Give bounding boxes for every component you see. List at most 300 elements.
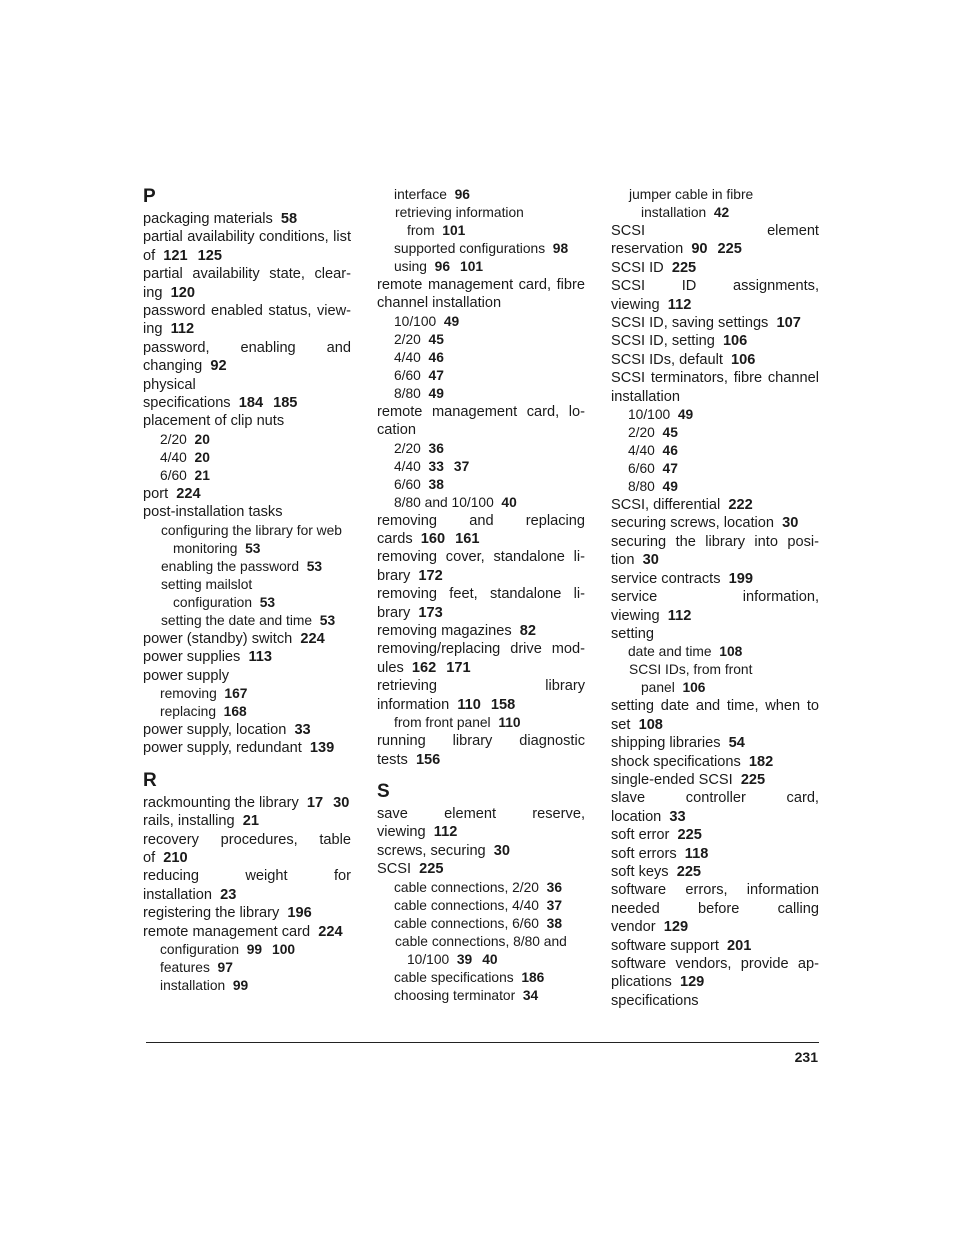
page-reference: 199 <box>728 570 753 587</box>
index-term: retrieving information from <box>395 205 524 238</box>
index-entry <box>377 732 585 769</box>
page-reference: 167 <box>224 685 248 701</box>
page-reference: 30 <box>333 794 350 811</box>
page-reference: 110 <box>457 696 481 713</box>
page-reference: 129 <box>663 919 689 936</box>
index-entry <box>143 485 351 503</box>
index-term: SCSI IDs, from front panel <box>629 662 753 696</box>
index-entry <box>611 789 819 826</box>
index-column-1 <box>143 186 351 995</box>
page-reference: 46 <box>662 443 678 459</box>
index-term: 6/60 <box>394 476 421 492</box>
index-entry <box>611 369 819 406</box>
index-subentry <box>377 987 585 1005</box>
page-reference: 106 <box>682 680 706 696</box>
index-term: retrieving library information <box>377 678 585 713</box>
index-section-heading: R <box>143 769 157 791</box>
index-subentry <box>377 458 585 476</box>
index-entry <box>143 228 351 265</box>
index-subentry <box>611 442 819 460</box>
page-reference: 108 <box>638 716 663 733</box>
index-term: power supplies <box>143 649 241 666</box>
page-reference: 161 <box>455 531 480 548</box>
index-term: partial availability state, clear-ing <box>143 266 351 301</box>
index-entry <box>611 570 819 588</box>
index-term: installation <box>160 977 226 993</box>
index-term: securing screws, location <box>611 515 775 532</box>
index-subentry <box>143 449 351 467</box>
index-term: SCSI <box>377 861 412 878</box>
index-entry <box>143 721 351 739</box>
index-entry <box>611 697 819 734</box>
page-reference: 224 <box>300 630 325 647</box>
index-term: cable specifications <box>394 969 514 985</box>
page-reference: 36 <box>428 440 444 456</box>
index-entry <box>143 265 351 302</box>
index-term: rails, installing <box>143 813 235 830</box>
page-reference: 82 <box>519 623 536 640</box>
index-term: SCSI ID assignments, viewing <box>611 278 819 313</box>
page-reference: 125 <box>197 247 222 264</box>
index-entry <box>377 548 585 585</box>
page-reference: 196 <box>287 905 312 922</box>
index-column-3 <box>611 186 819 1010</box>
index-entry <box>143 630 351 648</box>
page-reference: 225 <box>717 241 742 258</box>
page-reference: 40 <box>482 951 498 967</box>
page-reference: 225 <box>419 861 444 878</box>
index-subentry <box>377 969 585 987</box>
page-reference: 49 <box>677 407 694 423</box>
page-reference: 160 <box>420 531 446 548</box>
index-term: interface <box>394 187 447 202</box>
index-subentry <box>377 313 585 331</box>
index-term: 10/100 <box>628 407 671 423</box>
index-subentry <box>377 331 585 349</box>
index-term: 6/60 <box>628 461 655 477</box>
index-subentry <box>143 558 351 576</box>
index-term: setting date and time, when to set <box>611 698 819 733</box>
index-entry <box>143 376 351 413</box>
index-entry <box>143 412 351 430</box>
page-reference: 185 <box>273 395 298 412</box>
page-reference: 113 <box>248 649 273 666</box>
index-subentry <box>143 612 351 630</box>
page-reference: 162 <box>411 659 437 676</box>
index-term: using <box>394 259 427 274</box>
index-subentry <box>377 440 585 458</box>
page-reference: 53 <box>259 594 276 610</box>
page-reference: 30 <box>642 552 659 569</box>
page-reference: 118 <box>684 845 709 862</box>
index-entry <box>611 753 819 771</box>
index-entry <box>611 937 819 955</box>
page-reference: 224 <box>318 923 343 940</box>
page-reference: 107 <box>776 315 801 332</box>
index-entry <box>611 863 819 881</box>
index-term: service information, viewing <box>611 589 819 624</box>
index-subentry <box>377 240 585 258</box>
page-reference: 33 <box>294 721 311 738</box>
index-term: power supply, redundant <box>143 740 302 757</box>
page-reference: 112 <box>170 321 195 338</box>
index-term: soft keys <box>611 863 669 880</box>
page-reference: 21 <box>242 813 259 830</box>
index-term: 8/80 <box>394 385 421 401</box>
index-term: setting the date and time <box>161 612 313 628</box>
index-term: specifications <box>611 992 699 1009</box>
page-reference: 99 <box>232 977 249 993</box>
index-term: SCSI ID, saving settings <box>611 315 769 332</box>
index-term: soft errors <box>611 845 677 862</box>
index-term: securing the library into posi-tion <box>611 533 819 569</box>
index-entry <box>611 992 819 1010</box>
page-reference: 100 <box>272 941 296 957</box>
index-term: 4/40 <box>394 349 421 365</box>
index-term: reducing weight for installation <box>143 868 351 903</box>
index-term: removing cover, standalone li-brary <box>377 549 585 584</box>
index-term: post-installation tasks <box>143 504 283 521</box>
index-subentry <box>611 424 819 442</box>
page-reference: 33 <box>669 808 686 825</box>
index-term: packaging materials <box>143 211 273 227</box>
page-reference: 156 <box>415 751 441 768</box>
index-subentry <box>377 897 585 915</box>
page-reference: 225 <box>740 771 766 788</box>
index-term: cable connections, 8/80 and 10/100 <box>395 933 567 967</box>
index-entry <box>143 923 351 941</box>
index-term: save element reserve, viewing <box>377 805 585 841</box>
page-reference: 90 <box>691 241 708 258</box>
index-entry <box>611 625 819 643</box>
index-entry <box>611 533 819 570</box>
index-entry <box>377 805 585 842</box>
page-reference: 98 <box>552 241 569 256</box>
page-reference: 33 <box>428 458 444 474</box>
index-entry <box>611 881 819 936</box>
page-reference: 58 <box>280 211 298 227</box>
index-entry <box>611 955 819 992</box>
page-reference: 20 <box>194 449 210 465</box>
index-entry <box>143 339 351 376</box>
page-reference: 49 <box>428 385 444 401</box>
index-entry <box>377 677 585 714</box>
index-term: password, enabling and changing <box>143 339 351 375</box>
page-reference: 30 <box>782 515 799 532</box>
footer-rule <box>146 1042 819 1043</box>
page-reference: 101 <box>442 223 466 238</box>
page-reference: 172 <box>418 567 443 584</box>
index-subentry <box>611 643 819 661</box>
page-reference: 158 <box>490 696 516 713</box>
index-term: 4/40 <box>394 458 421 474</box>
page-reference: 53 <box>319 612 336 628</box>
index-term: remote management card, fibre channel installation <box>377 277 585 312</box>
index-term: software errors, information needed before calling vendor <box>611 882 819 936</box>
index-term: 2/20 <box>628 425 655 441</box>
index-entry <box>377 403 585 440</box>
page-reference: 112 <box>433 824 458 841</box>
page-number: 231 <box>794 1049 818 1065</box>
index-term: soft error <box>611 827 670 844</box>
index-subentry <box>377 714 585 732</box>
index-term: recovery procedures, table of <box>143 831 351 866</box>
index-term: SCSI ID <box>611 259 664 276</box>
page-reference: 53 <box>245 540 261 556</box>
index-entry <box>377 585 585 622</box>
index-entry <box>143 302 351 339</box>
page-reference: 34 <box>522 987 539 1003</box>
index-entry <box>143 831 351 868</box>
index-subentry <box>377 915 585 933</box>
page-reference: 38 <box>428 476 444 492</box>
page-reference: 92 <box>210 358 227 375</box>
index-subentry <box>377 186 585 204</box>
page-reference: 101 <box>460 259 484 274</box>
index-subentry <box>143 467 351 485</box>
page-reference: 201 <box>727 937 752 954</box>
index-term: setting <box>611 625 654 642</box>
index-term: running library diagnostic tests <box>377 733 585 768</box>
index-entry <box>611 351 819 369</box>
page-reference: 47 <box>662 461 678 477</box>
index-term: supported configurations <box>394 241 546 256</box>
index-subentry <box>377 349 585 367</box>
index-subentry <box>611 478 819 496</box>
index-subentry <box>377 879 585 897</box>
index-entry <box>143 503 351 521</box>
index-term: removing <box>160 685 217 701</box>
index-term: cable connections, 2/20 <box>394 879 539 895</box>
index-term: setting mailslot configuration <box>161 576 253 610</box>
index-term: remote management card, lo-cation <box>377 403 585 439</box>
page-reference: 121 <box>163 247 188 264</box>
index-section-heading: S <box>377 780 390 802</box>
index-entry <box>377 276 585 313</box>
index-term: placement of clip nuts <box>143 413 285 430</box>
index-entry <box>611 259 819 277</box>
page-reference: 42 <box>713 205 730 220</box>
page-reference: 49 <box>662 479 678 495</box>
index-entry <box>611 222 819 259</box>
page-reference: 40 <box>501 494 517 510</box>
page-reference: 96 <box>434 259 451 274</box>
index-term: SCSI element reservation <box>611 223 819 258</box>
index-term: 2/20 <box>160 431 187 447</box>
index-term: service contracts <box>611 570 721 587</box>
index-term: cable connections, 4/40 <box>394 897 539 913</box>
index-term: from front panel <box>394 715 491 731</box>
index-subentry <box>377 204 585 240</box>
index-term: port <box>143 485 169 502</box>
index-term: 2/20 <box>394 440 421 456</box>
index-subentry <box>377 258 585 276</box>
index-term: removing/replacing drive mod-ules <box>377 641 585 676</box>
index-subentry <box>377 494 585 512</box>
index-entry <box>611 588 819 625</box>
index-entry <box>377 842 585 860</box>
index-term: software vendors, provide ap-plications <box>611 956 819 991</box>
page-reference: 46 <box>428 349 444 365</box>
index-subentry <box>377 476 585 494</box>
index-term: enabling the password <box>161 558 300 574</box>
page-reference: 210 <box>163 849 188 866</box>
page-reference: 54 <box>728 735 745 752</box>
index-term: configuring the library for web monitoring <box>161 522 342 556</box>
index-term: slave controller card, location <box>611 790 819 825</box>
index-term: 2/20 <box>394 331 421 347</box>
index-column-2 <box>377 186 585 1005</box>
page-reference: 45 <box>662 425 678 441</box>
page-reference: 108 <box>719 644 743 660</box>
index-term: shock specifications <box>611 753 741 770</box>
index-term: jumper cable in fibre installation <box>629 187 754 220</box>
index-term: single-ended SCSI <box>611 771 733 788</box>
page-reference: 30 <box>493 842 511 859</box>
index-entry <box>611 277 819 314</box>
page-reference: 120 <box>170 284 195 301</box>
page-reference: 184 <box>238 395 264 412</box>
index-term: shipping libraries <box>611 735 721 752</box>
index-term: removing feet, standalone li-brary <box>377 586 585 621</box>
page-reference: 45 <box>428 331 444 347</box>
index-term: 4/40 <box>160 449 187 465</box>
page-reference: 106 <box>731 351 756 368</box>
index-entry <box>611 771 819 789</box>
index-term: screws, securing <box>377 842 486 859</box>
index-subentry <box>143 977 351 995</box>
index-entry <box>611 734 819 752</box>
index-term: power supply <box>143 667 229 684</box>
page-reference: 20 <box>194 431 210 447</box>
page-reference: 173 <box>418 604 443 621</box>
index-section-heading: P <box>143 186 156 207</box>
index-term: password enabled status, view-ing <box>143 303 351 338</box>
index-subentry <box>611 406 819 424</box>
index-entry <box>611 332 819 350</box>
index-entry <box>611 845 819 863</box>
index-entry <box>143 812 351 830</box>
page-reference: 168 <box>223 703 247 719</box>
index-entry <box>143 210 351 228</box>
index-term: rackmounting the library <box>143 794 299 811</box>
index-term: configuration <box>160 941 240 957</box>
index-entry <box>611 514 819 532</box>
page-reference: 37 <box>546 897 562 913</box>
index-term: 4/40 <box>628 443 655 459</box>
index-term: registering the library <box>143 905 280 922</box>
page-reference: 96 <box>454 187 470 202</box>
index-term: 10/100 <box>394 313 437 329</box>
page-reference: 186 <box>521 969 545 985</box>
page-reference: 97 <box>217 959 233 975</box>
page-reference: 110 <box>498 715 521 731</box>
index-subentry <box>143 522 351 558</box>
index-entry <box>143 867 351 904</box>
page-reference: 129 <box>679 974 705 991</box>
index-term: removing magazines <box>377 623 512 640</box>
index-term: 6/60 <box>394 367 421 383</box>
index-term: SCSI terminators, fibre channel installation <box>611 370 819 405</box>
page-reference: 225 <box>671 259 697 276</box>
index-subentry <box>143 959 351 977</box>
index-term: software support <box>611 937 719 954</box>
page-reference: 53 <box>306 558 323 574</box>
index-term: replacing <box>160 703 216 719</box>
index-term: remote management card <box>143 923 311 940</box>
index-term: SCSI IDs, default <box>611 351 723 368</box>
index-subentry <box>143 576 351 612</box>
index-subentry <box>377 367 585 385</box>
page-reference: 171 <box>446 659 471 676</box>
page-reference: 112 <box>667 607 692 624</box>
index-subentry <box>143 941 351 959</box>
index-entry <box>143 648 351 666</box>
index-term: partial availability conditions, list of <box>143 229 351 264</box>
index-subentry <box>611 460 819 478</box>
page-reference: 182 <box>748 753 774 770</box>
index-entry <box>143 794 351 812</box>
index-subentry <box>143 685 351 703</box>
page-reference: 112 <box>667 296 692 313</box>
index-entry <box>377 640 585 677</box>
index-entry <box>377 512 585 549</box>
index-term: choosing terminator <box>394 987 516 1003</box>
index-term: SCSI, differential <box>611 497 721 514</box>
index-term: date and time <box>628 644 712 660</box>
index-entry <box>611 826 819 844</box>
index-term: SCSI ID, setting <box>611 333 715 350</box>
index-entry <box>143 667 351 685</box>
index-term: 8/80 and 10/100 <box>394 494 494 510</box>
page-reference: 224 <box>176 485 201 502</box>
index-term: power (standby) switch <box>143 630 293 647</box>
page-reference: 39 <box>456 951 473 967</box>
page-reference: 222 <box>728 497 753 514</box>
index-term: physical specifications <box>143 376 231 412</box>
index-entry <box>377 622 585 640</box>
index-subentry <box>611 186 819 222</box>
page-reference: 139 <box>309 740 335 757</box>
index-entry <box>611 496 819 514</box>
index-entry <box>143 739 351 757</box>
index-entry <box>143 904 351 922</box>
index-term: power supply, location <box>143 721 287 738</box>
page-reference: 21 <box>194 467 210 483</box>
page-reference: 106 <box>722 333 748 350</box>
index-subentry <box>143 431 351 449</box>
index-subentry <box>143 703 351 721</box>
page-reference: 37 <box>453 458 470 474</box>
index-subentry <box>377 385 585 403</box>
page-reference: 99 <box>246 941 263 957</box>
index-term: cable connections, 6/60 <box>394 915 539 931</box>
index-subentry <box>377 933 585 969</box>
index-term: removing and replacing cards <box>377 512 585 548</box>
page-reference: 225 <box>677 827 702 844</box>
index-entry <box>377 860 585 878</box>
index-term: 6/60 <box>160 467 187 483</box>
page-reference: 36 <box>546 879 562 895</box>
page-reference: 17 <box>306 794 324 811</box>
page-reference: 49 <box>443 313 460 329</box>
page-reference: 23 <box>220 886 237 903</box>
page-reference: 38 <box>546 915 562 931</box>
index-term: 8/80 <box>628 479 655 495</box>
index-subentry <box>611 661 819 697</box>
index-term: features <box>160 959 210 975</box>
page-reference: 225 <box>676 863 702 880</box>
